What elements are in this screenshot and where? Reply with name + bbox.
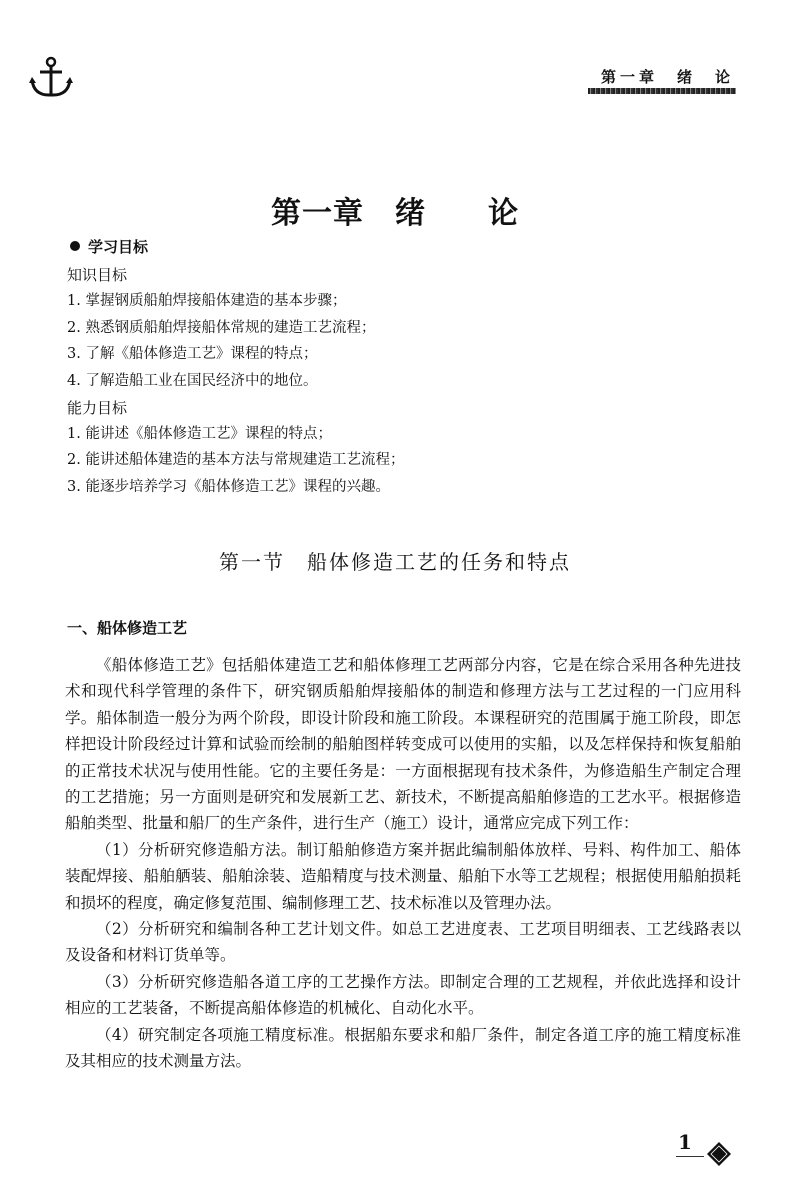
body-text	[65, 652, 741, 1075]
header-rule	[588, 88, 736, 94]
page-number: 1	[678, 1130, 692, 1154]
bullet-icon	[70, 241, 80, 251]
objectives-heading-label: 学习目标	[88, 238, 149, 256]
objectives-list	[67, 262, 747, 501]
knowledge-objective-item: 1. 掌握钢质船舶焊接船体建造的基本步骤；	[67, 293, 347, 309]
knowledge-objectives-label: 知识目标	[67, 266, 128, 284]
section-title: 第一节 船体修造工艺的任务和特点	[219, 550, 571, 574]
page-number-rule	[676, 1156, 704, 1157]
paragraph: （2）分析研究和编制各种工艺计划文件。如总工艺进度表、工艺项目明细表、工艺线路表以及设备和材料订货单等。	[65, 920, 741, 965]
paragraph: （4）研究制定各项施工精度标准。根据船东要求和船厂条件，制定各道工序的施工精度标准及其相应的技术测量方法。	[65, 1025, 741, 1071]
ability-objective-item: 2. 能讲述船体建造的基本方法与常规建造工艺流程；	[67, 452, 405, 469]
paragraph: 《船体修造工艺》包括船体建造工艺和船体修理工艺两部分内容，它是在综合采用各种先进技术和现代科学管理的条件下，研究钢质船舶焊接船体的制造和修理方法与工艺过程的一门应用科学。船体制造一般分为两个阶段，即设计阶段和施工阶段。本课程研究的范围属于施工阶段，即怎样把设计阶段经过计算和试验而绘制的船舶图样转变成可以使用的实船，以及怎样保持和恢复船舶的正常技术状况与使用性能。它的主要任务是：一方面根据现有技术条件，为修造船生产制定合理的工艺措施；另一方面则是研究和发展新工艺、新技术，不断提高船舶修造的工艺水平。根据修造船舶类型、批量和船厂的生产条件，进行生产（施工）设计，通常应完成下列工作：	[65, 656, 741, 833]
knowledge-objective-item: 4. 了解造船工业在国民经济中的地位。	[67, 373, 318, 390]
diamond-icon	[706, 1141, 732, 1167]
anchor-icon	[28, 56, 74, 100]
ability-objective-item: 3. 能逐步培养学习《船体修造工艺》课程的兴趣。	[67, 479, 390, 496]
knowledge-objective-item: 3. 了解《船体修造工艺》课程的特点；	[67, 346, 318, 363]
ability-objective-item: 1. 能讲述《船体修造工艺》课程的特点；	[67, 425, 332, 442]
knowledge-objective-item: 2. 熟悉钢质船舶焊接船体常规的建造工艺流程；	[67, 319, 376, 336]
paragraph: （3）分析研究修造船各道工序的工艺操作方法。即制定合理的工艺规程，并依此选择和设计相应的工艺装备，不断提高船体修造的机械化、自动化水平。	[65, 972, 741, 1018]
chapter-title: 第一章 绪 论	[271, 196, 519, 231]
objectives-heading	[70, 236, 148, 257]
ability-objectives-label: 能力目标	[67, 398, 128, 417]
running-title: 第一章 绪 论	[600, 68, 734, 86]
subsection-title: 一、船体修造工艺	[67, 619, 188, 637]
paragraph: （1）分析研究修造船方法。制订船舶修造方案并据此编制船体放样、号料、构件加工、船体装配焊接、船舶舾装、船舶涂装、造船精度与技术测量、船舶下水等工艺规程；根据使用船舶损耗和损坏的程度，确定修复范围、编制修理工艺、技术标准以及管理办法。	[65, 840, 741, 912]
